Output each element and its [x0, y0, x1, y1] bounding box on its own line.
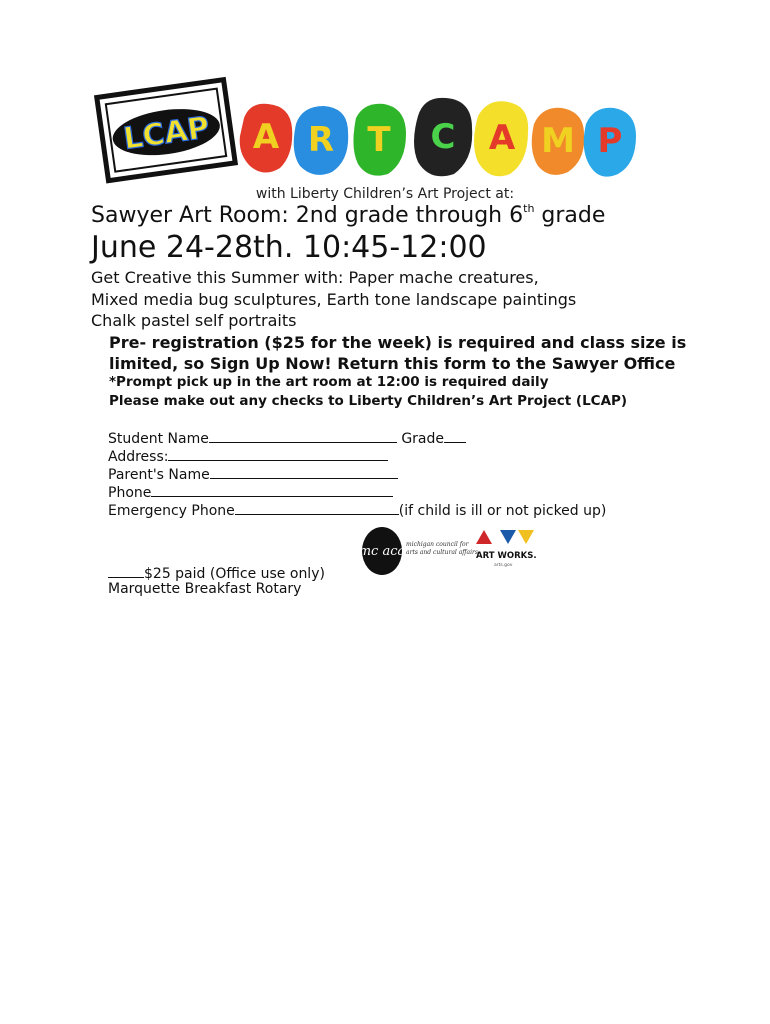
registration-notice: Pre- registration ($25 for the week) is required and class size is — [109, 333, 687, 352]
emergency-phone-label: Emergency Phone — [108, 503, 235, 519]
paid-label: $25 paid (Office use only) — [144, 566, 325, 582]
description-line: Get Creative this Summer with: Paper mache creatures, — [91, 268, 539, 287]
sponsors-line: Marquette Breakfast Rotary — [108, 581, 302, 597]
art-works-logo — [472, 526, 542, 570]
banner-blob: T — [348, 100, 410, 180]
banner-blob: R — [290, 102, 352, 178]
banner-blob: C — [410, 94, 476, 180]
form-emergency-phone — [108, 500, 606, 519]
registration-notice: limited, so Sign Up Now! Return this form to the Sawyer Office — [109, 354, 676, 373]
mcaca-text: michigan council for — [406, 541, 469, 548]
parent-name-blank[interactable] — [210, 464, 398, 479]
address-blank[interactable] — [168, 446, 388, 461]
banner-blob: P — [580, 102, 640, 180]
grade-label: Grade — [401, 431, 445, 447]
form-student-name — [108, 428, 466, 447]
paid-blank[interactable] — [108, 563, 144, 578]
emergency-phone-blank[interactable] — [235, 500, 399, 515]
banner-blob: M — [528, 104, 588, 178]
form-phone — [108, 482, 393, 501]
address-label: Address: — [108, 449, 169, 465]
art-works-sub: arts.gov — [494, 563, 513, 568]
description-line: Chalk pastel self portraits — [91, 311, 297, 330]
description-line: Mixed media bug sculptures, Earth tone landscape paintings — [91, 290, 577, 309]
pickup-notice: *Prompt pick up in the art room at 12:00 is required daily — [109, 374, 549, 390]
mcaca-logo — [358, 524, 478, 578]
student-name-blank[interactable] — [209, 428, 397, 443]
banner-blob: A — [236, 98, 296, 176]
parent-name-label: Parent's Name — [108, 467, 210, 483]
banner-blob: A — [470, 96, 534, 180]
emergency-note: (if child is ill or not picked up) — [398, 503, 607, 519]
form-address — [108, 446, 388, 465]
grade-blank[interactable] — [444, 428, 466, 443]
art-works-text: ART WORKS. — [476, 551, 537, 561]
mcaca-text: arts and cultural affairs — [406, 549, 478, 556]
mcaca-mark: mc aca — [358, 544, 406, 559]
student-name-label: Student Name — [108, 431, 209, 447]
heading-date: June 24-28th. 10:45-12:00 — [91, 230, 487, 265]
phone-blank[interactable] — [151, 482, 393, 497]
tagline: with Liberty Children’s Art Project at: — [255, 186, 515, 202]
phone-label: Phone — [108, 485, 152, 501]
form-paid — [108, 563, 325, 582]
checks-notice: Please make out any checks to Liberty Children’s Art Project (LCAP) — [109, 393, 628, 409]
form-parent-name — [108, 464, 398, 483]
heading-room: Sawyer Art Room: 2nd grade through 6th grade — [91, 201, 606, 228]
lcap-logo-text: LCAP — [121, 110, 212, 157]
lcap-logo — [92, 76, 242, 184]
